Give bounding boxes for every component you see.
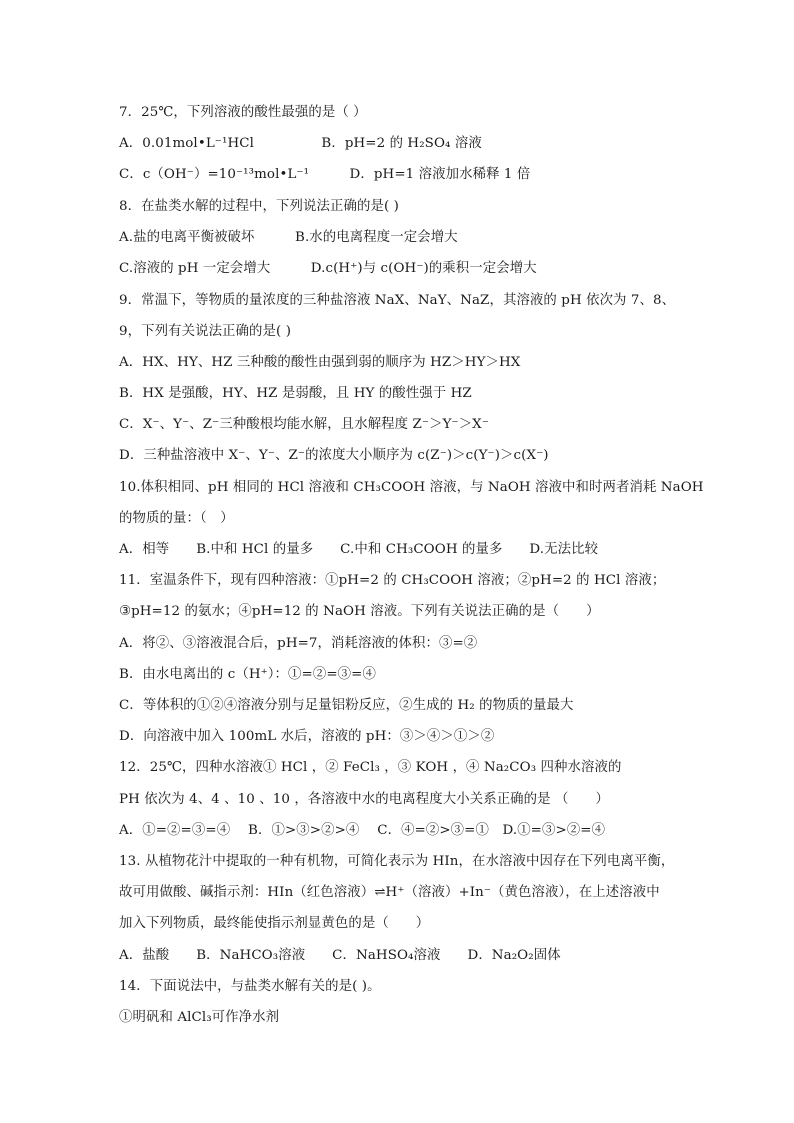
q7-options-cd: C．c（OH⁻）=10⁻¹³mol•L⁻¹ D．pH=1 溶液加水稀释 1 倍: [119, 167, 531, 182]
q11-option-d: D．向溶液中加入 100mL 水后，溶液的 pH：③＞④＞①＞②: [119, 729, 495, 744]
q11-option-c: C．等体积的①②④溶液分别与足量铝粉反应，②生成的 H₂ 的物质的量最大: [119, 698, 574, 713]
q9-option-a: A．HX、HY、HZ 三种酸的酸性由强到弱的顺序为 HZ＞HY＞HX: [119, 355, 521, 370]
q11-option-a: A．将②、③溶液混合后，pH=7，消耗溶液的体积：③=②: [119, 636, 478, 651]
q14-item-1: ①明矾和 AlCl₃可作净水剂: [119, 1010, 280, 1025]
q10-stem-line2: 的物质的量：（ ）: [119, 511, 234, 526]
q13-stem-line3: 加入下列物质，最终能使指示剂显黄色的是（ ）: [119, 916, 430, 931]
q13-options: A．盐酸 B．NaHCO₃溶液 C．NaHSO₄溶液 D．Na₂O₂固体: [119, 948, 561, 963]
q11-stem-line2: ③pH=12 的氨水；④pH=12 的 NaOH 溶液。下列有关说法正确的是（ ）: [119, 604, 600, 619]
q9-stem-line1: 9．常温下，等物质的量浓度的三种盐溶液 NaX、NaY、NaZ，其溶液的 pH 依次为 7、8、: [119, 293, 676, 308]
q12-options: A．①=②=③=④ B．①>③>②>④ C．④=②>③=① D.①=③>②=④: [119, 823, 606, 838]
q8-options-cd: C.溶液的 pH 一定会增大 D.c(H⁺)与 c(OH⁻)的乘积一定会增大: [119, 261, 537, 276]
q12-stem-line2: PH 依次为 4、4 、10 、10 ，各溶液中水的电离程度大小关系正确的是 （ ）: [119, 792, 609, 807]
q9-option-c: C．X⁻、Y⁻、Z⁻三种酸根均能水解，且水解程度 Z⁻＞Y⁻＞X⁻: [119, 417, 489, 432]
q12-stem-line1: 12．25℃，四种水溶液① HCl ，② FeCl₃ ，③ KOH ，④ Na₂CO₃ 四种水溶液的: [119, 760, 622, 775]
q9-stem-line2: 9，下列有关说法正确的是( ): [119, 324, 292, 339]
q10-stem-line1: 10.体积相同、pH 相同的 HCl 溶液和 CH₃COOH 溶液，与 NaOH 溶液中和时两者消耗 NaOH: [119, 480, 704, 495]
q14-stem: 14．下面说法中，与盐类水解有关的是( )。: [119, 979, 381, 994]
q9-option-b: B．HX 是强酸，HY、HZ 是弱酸，且 HY 的酸性强于 HZ: [119, 386, 472, 401]
q7-stem: 7．25℃，下列溶液的酸性最强的是（ ）: [119, 105, 367, 120]
q13-stem-line2: 故可用做酸、碱指示剂：HIn（红色溶液）⇌H⁺（溶液）+In⁻（黄色溶液），在上述溶液中: [119, 885, 660, 900]
q11-option-b: B．由水电离出的 c（H⁺）：①=②=③=④: [119, 667, 376, 682]
q9-option-d: D．三种盐溶液中 X⁻、Y⁻、Z⁻的浓度大小顺序为 c(Z⁻)＞c(Y⁻)＞c(X⁻): [119, 448, 549, 463]
q8-options-ab: A.盐的电离平衡被破坏 B.水的电离程度一定会增大: [119, 230, 458, 245]
q11-stem-line1: 11．室温条件下，现有四种溶液：①pH=2 的 CH₃COOH 溶液；②pH=2 的 HCl 溶液；: [119, 573, 666, 588]
q7-options-ab: A．0.01mol•L⁻¹HCl B．pH=2 的 H₂SO₄ 溶液: [119, 136, 482, 151]
q10-options: A．相等 B.中和 HCl 的量多 C.中和 CH₃COOH 的量多 D.无法比较: [119, 542, 599, 557]
q8-stem: 8．在盐类水解的过程中，下列说法正确的是( ): [119, 199, 399, 214]
q13-stem-line1: 13. 从植物花汁中提取的一种有机物，可简化表示为 HIn，在水溶液中因存在下列电离平衡，: [119, 854, 675, 869]
